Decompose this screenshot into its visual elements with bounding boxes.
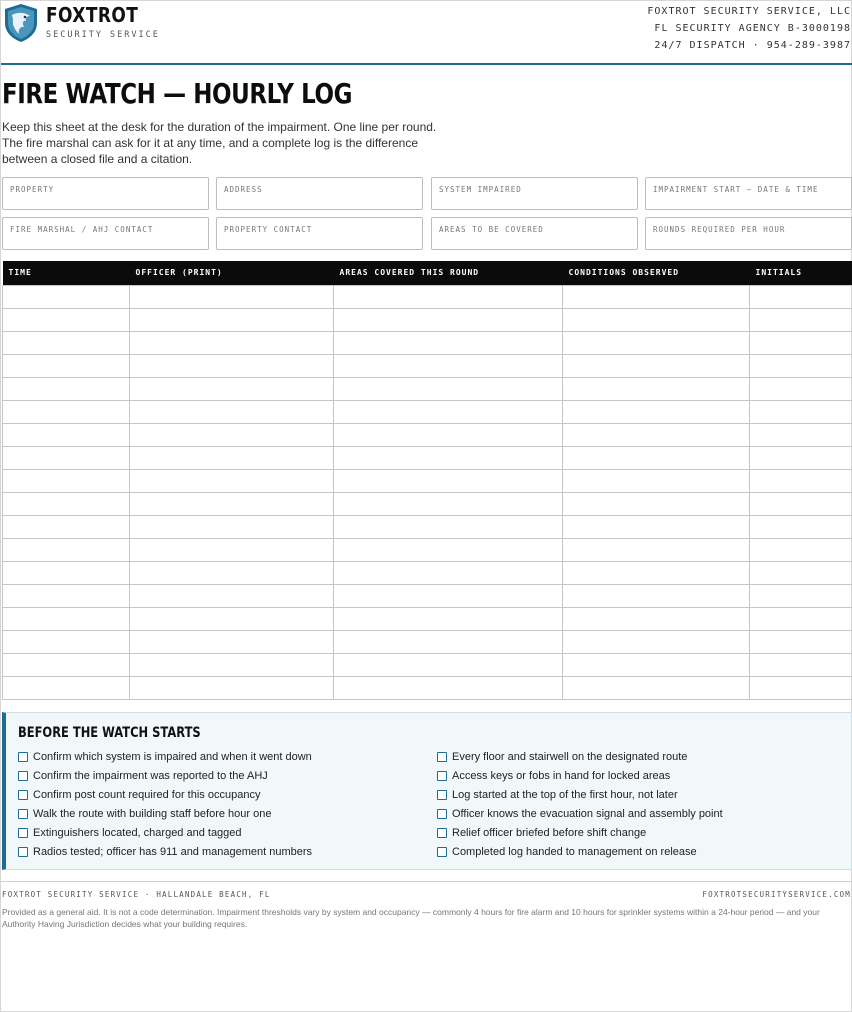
column-header-officer: OFFICER (PRINT) <box>130 261 334 285</box>
table-row <box>3 400 852 423</box>
field-label: IMPAIRMENT START — DATE & TIME <box>653 185 819 194</box>
log-cell[interactable] <box>563 354 750 377</box>
log-cell[interactable] <box>750 308 852 331</box>
log-cell[interactable] <box>334 492 563 515</box>
table-row <box>3 538 852 561</box>
page-footer <box>1 881 852 929</box>
log-cell[interactable] <box>563 630 750 653</box>
address-field[interactable] <box>216 177 423 210</box>
log-cell[interactable] <box>750 400 852 423</box>
log-cell[interactable] <box>3 653 130 676</box>
log-cell[interactable] <box>3 630 130 653</box>
log-cell[interactable] <box>130 285 334 308</box>
log-cell[interactable] <box>334 308 563 331</box>
log-cell[interactable] <box>750 584 852 607</box>
table-row <box>3 492 852 515</box>
log-cell[interactable] <box>563 538 750 561</box>
checkbox-icon[interactable] <box>437 828 447 838</box>
log-cell[interactable] <box>563 308 750 331</box>
checkbox-icon[interactable] <box>18 809 28 819</box>
table-row <box>3 653 852 676</box>
log-cell[interactable] <box>130 676 334 699</box>
field-label: PROPERTY <box>10 185 55 194</box>
log-cell[interactable] <box>334 377 563 400</box>
log-cell[interactable] <box>3 492 130 515</box>
log-cell[interactable] <box>130 400 334 423</box>
checklist-item[interactable] <box>437 846 723 865</box>
checklist-item-label: Confirm the impairment was reported to the AHJ <box>33 770 268 782</box>
log-cell[interactable] <box>130 584 334 607</box>
log-cell[interactable] <box>130 492 334 515</box>
checklist-item[interactable] <box>18 789 312 808</box>
log-cell[interactable] <box>3 354 130 377</box>
table-row <box>3 308 852 331</box>
checkbox-icon[interactable] <box>437 752 447 762</box>
log-cell[interactable] <box>563 423 750 446</box>
field-label: FIRE MARSHAL / AHJ CONTACT <box>10 225 154 234</box>
table-row <box>3 446 852 469</box>
column-header-time: TIME <box>3 261 130 285</box>
eagle-shield-logo-icon <box>3 3 39 43</box>
log-cell[interactable] <box>563 285 750 308</box>
log-cell[interactable] <box>130 561 334 584</box>
log-cell[interactable] <box>334 400 563 423</box>
log-cell[interactable] <box>750 331 852 354</box>
log-cell[interactable] <box>750 653 852 676</box>
brand-subtitle: SECURITY SERVICE <box>46 30 160 40</box>
log-cell[interactable] <box>563 331 750 354</box>
impairment-start-field[interactable] <box>645 177 852 210</box>
log-cell[interactable] <box>130 308 334 331</box>
log-cell[interactable] <box>130 354 334 377</box>
checklist-item-label: Log started at the top of the first hour, not later <box>452 789 678 801</box>
log-cell[interactable] <box>563 676 750 699</box>
table-row <box>3 377 852 400</box>
log-cell[interactable] <box>3 607 130 630</box>
checklist-item[interactable] <box>18 770 312 789</box>
company-info <box>647 3 851 54</box>
checklist-title: BEFORE THE WATCH STARTS <box>18 725 201 741</box>
log-cell[interactable] <box>750 446 852 469</box>
pre-watch-checklist <box>2 712 852 870</box>
log-cell[interactable] <box>130 630 334 653</box>
table-row <box>3 561 852 584</box>
table-header-row <box>3 261 852 285</box>
log-cell[interactable] <box>334 423 563 446</box>
log-cell[interactable] <box>130 515 334 538</box>
log-cell[interactable] <box>334 676 563 699</box>
property-field[interactable] <box>2 177 209 210</box>
system-impaired-field[interactable] <box>431 177 638 210</box>
log-cell[interactable] <box>3 377 130 400</box>
checkbox-icon[interactable] <box>437 809 447 819</box>
field-label: ADDRESS <box>224 185 263 194</box>
checkbox-icon[interactable] <box>18 847 28 857</box>
footer-company-location: FOXTROT SECURITY SERVICE · HALLANDALE BEACH, FL <box>2 890 271 899</box>
log-cell[interactable] <box>563 584 750 607</box>
log-cell[interactable] <box>130 423 334 446</box>
field-label: ROUNDS REQUIRED PER HOUR <box>653 225 786 234</box>
table-row <box>3 607 852 630</box>
log-cell[interactable] <box>750 630 852 653</box>
field-label: PROPERTY CONTACT <box>224 225 313 234</box>
checklist-item-label: Confirm post count required for this occupancy <box>33 789 261 801</box>
log-cell[interactable] <box>750 492 852 515</box>
column-header-areas: AREAS COVERED THIS ROUND <box>334 261 563 285</box>
log-cell[interactable] <box>563 469 750 492</box>
log-cell[interactable] <box>130 331 334 354</box>
log-cell[interactable] <box>130 377 334 400</box>
column-header-initials: INITIALS <box>750 261 852 285</box>
areas-covered-field[interactable] <box>431 217 638 250</box>
checkbox-icon[interactable] <box>437 790 447 800</box>
log-cell[interactable] <box>563 400 750 423</box>
company-name: FOXTROT SECURITY SERVICE, LLC <box>647 6 851 17</box>
checklist-item-label: Access keys or fobs in hand for locked areas <box>452 770 671 782</box>
checklist-item[interactable] <box>18 827 312 846</box>
checklist-item[interactable] <box>437 751 723 770</box>
table-row <box>3 331 852 354</box>
log-cell[interactable] <box>334 331 563 354</box>
log-cell[interactable] <box>563 561 750 584</box>
rounds-per-hour-field[interactable] <box>645 217 852 250</box>
log-cell[interactable] <box>130 538 334 561</box>
log-cell[interactable] <box>750 515 852 538</box>
page-title: FIRE WATCH — HOURLY LOG <box>2 77 353 110</box>
checklist-item-label: Confirm which system is impaired and when it went down <box>33 751 312 763</box>
log-cell[interactable] <box>334 285 563 308</box>
checklist-item[interactable] <box>18 846 312 865</box>
table-row <box>3 423 852 446</box>
log-cell[interactable] <box>334 607 563 630</box>
log-cell[interactable] <box>334 469 563 492</box>
table-row <box>3 285 852 308</box>
dispatch-phone: 24/7 DISPATCH · 954-289-3987 <box>654 40 851 51</box>
ahj-contact-field[interactable] <box>2 217 209 250</box>
log-cell[interactable] <box>563 446 750 469</box>
checklist-item-label: Relief officer briefed before shift change <box>452 827 647 839</box>
checkbox-icon[interactable] <box>18 790 28 800</box>
log-cell[interactable] <box>3 676 130 699</box>
log-cell[interactable] <box>334 653 563 676</box>
table-row <box>3 354 852 377</box>
log-cell[interactable] <box>3 331 130 354</box>
field-label: SYSTEM IMPAIRED <box>439 185 522 194</box>
page-header <box>1 1 852 65</box>
disclaimer-text: Provided as a general aid. It is not a code determination. Impairment thresholds vary by system and occupancy — commonly 4 hours for fire alarm and 10 hours for sprinkler systems within a 24-hour period — and your Authority Having Jurisdiction decides what your building requires. <box>2 907 820 929</box>
log-cell[interactable] <box>563 492 750 515</box>
checklist-item[interactable] <box>18 808 312 827</box>
checklist-item[interactable] <box>18 751 312 770</box>
checklist-column-left <box>18 751 312 865</box>
log-cell[interactable] <box>130 607 334 630</box>
log-cell[interactable] <box>563 607 750 630</box>
log-cell[interactable] <box>563 653 750 676</box>
log-cell[interactable] <box>334 584 563 607</box>
log-cell[interactable] <box>750 607 852 630</box>
log-cell[interactable] <box>3 469 130 492</box>
checklist-item[interactable] <box>437 808 723 827</box>
table-row <box>3 469 852 492</box>
checkbox-icon[interactable] <box>18 752 28 762</box>
log-cell[interactable] <box>3 515 130 538</box>
log-cell[interactable] <box>3 423 130 446</box>
checklist-item-label: Radios tested; officer has 911 and management numbers <box>33 846 313 858</box>
checklist-item-label: Every floor and stairwell on the designated route <box>452 751 688 763</box>
checkbox-icon[interactable] <box>18 771 28 781</box>
checklist-column-right <box>437 751 723 865</box>
checklist-item[interactable] <box>437 827 723 846</box>
checklist-item-label: Officer knows the evacuation signal and assembly point <box>452 808 723 820</box>
log-cell[interactable] <box>3 446 130 469</box>
license-number: FL SECURITY AGENCY B-3000198 <box>654 23 851 34</box>
log-cell[interactable] <box>334 446 563 469</box>
property-contact-field[interactable] <box>216 217 423 250</box>
log-cell[interactable] <box>750 538 852 561</box>
table-row <box>3 584 852 607</box>
log-cell[interactable] <box>3 584 130 607</box>
log-cell[interactable] <box>334 561 563 584</box>
table-row <box>3 630 852 653</box>
hourly-log-table <box>2 261 852 700</box>
footer-website: FOXTROTSECURITYSERVICE.COM <box>702 890 851 899</box>
column-header-conditions: CONDITIONS OBSERVED <box>563 261 750 285</box>
log-cell[interactable] <box>563 377 750 400</box>
log-cell[interactable] <box>3 285 130 308</box>
log-table-body <box>3 285 852 699</box>
log-cell[interactable] <box>750 285 852 308</box>
log-cell[interactable] <box>750 423 852 446</box>
checklist-item[interactable] <box>437 789 723 808</box>
log-cell[interactable] <box>750 561 852 584</box>
checkbox-icon[interactable] <box>18 828 28 838</box>
log-cell[interactable] <box>130 446 334 469</box>
checklist-item-label: Extinguishers located, charged and tagged <box>33 827 242 839</box>
checklist-item[interactable] <box>437 770 723 789</box>
log-cell[interactable] <box>750 377 852 400</box>
log-cell[interactable] <box>750 676 852 699</box>
checkbox-icon[interactable] <box>437 847 447 857</box>
checklist-item-label: Completed log handed to management on release <box>452 846 697 858</box>
checklist-item-label: Walk the route with building staff before hour one <box>33 808 272 820</box>
table-row <box>3 515 852 538</box>
log-cell[interactable] <box>750 469 852 492</box>
log-cell[interactable] <box>130 653 334 676</box>
field-label: AREAS TO BE COVERED <box>439 225 544 234</box>
log-cell[interactable] <box>3 400 130 423</box>
brand-name: FOXTROT <box>46 3 139 27</box>
log-cell[interactable] <box>130 469 334 492</box>
log-cell[interactable] <box>3 308 130 331</box>
log-cell[interactable] <box>3 538 130 561</box>
log-cell[interactable] <box>334 538 563 561</box>
log-cell[interactable] <box>750 354 852 377</box>
checkbox-icon[interactable] <box>437 771 447 781</box>
table-row <box>3 676 852 699</box>
log-cell[interactable] <box>3 561 130 584</box>
log-cell[interactable] <box>334 515 563 538</box>
log-cell[interactable] <box>334 630 563 653</box>
log-cell[interactable] <box>334 354 563 377</box>
log-cell[interactable] <box>563 515 750 538</box>
intro-text: Keep this sheet at the desk for the duration of the impairment. One line per round. The fire marshal can ask for it at any time, and a complete log is the difference between a closed file and a citation. <box>2 120 437 166</box>
